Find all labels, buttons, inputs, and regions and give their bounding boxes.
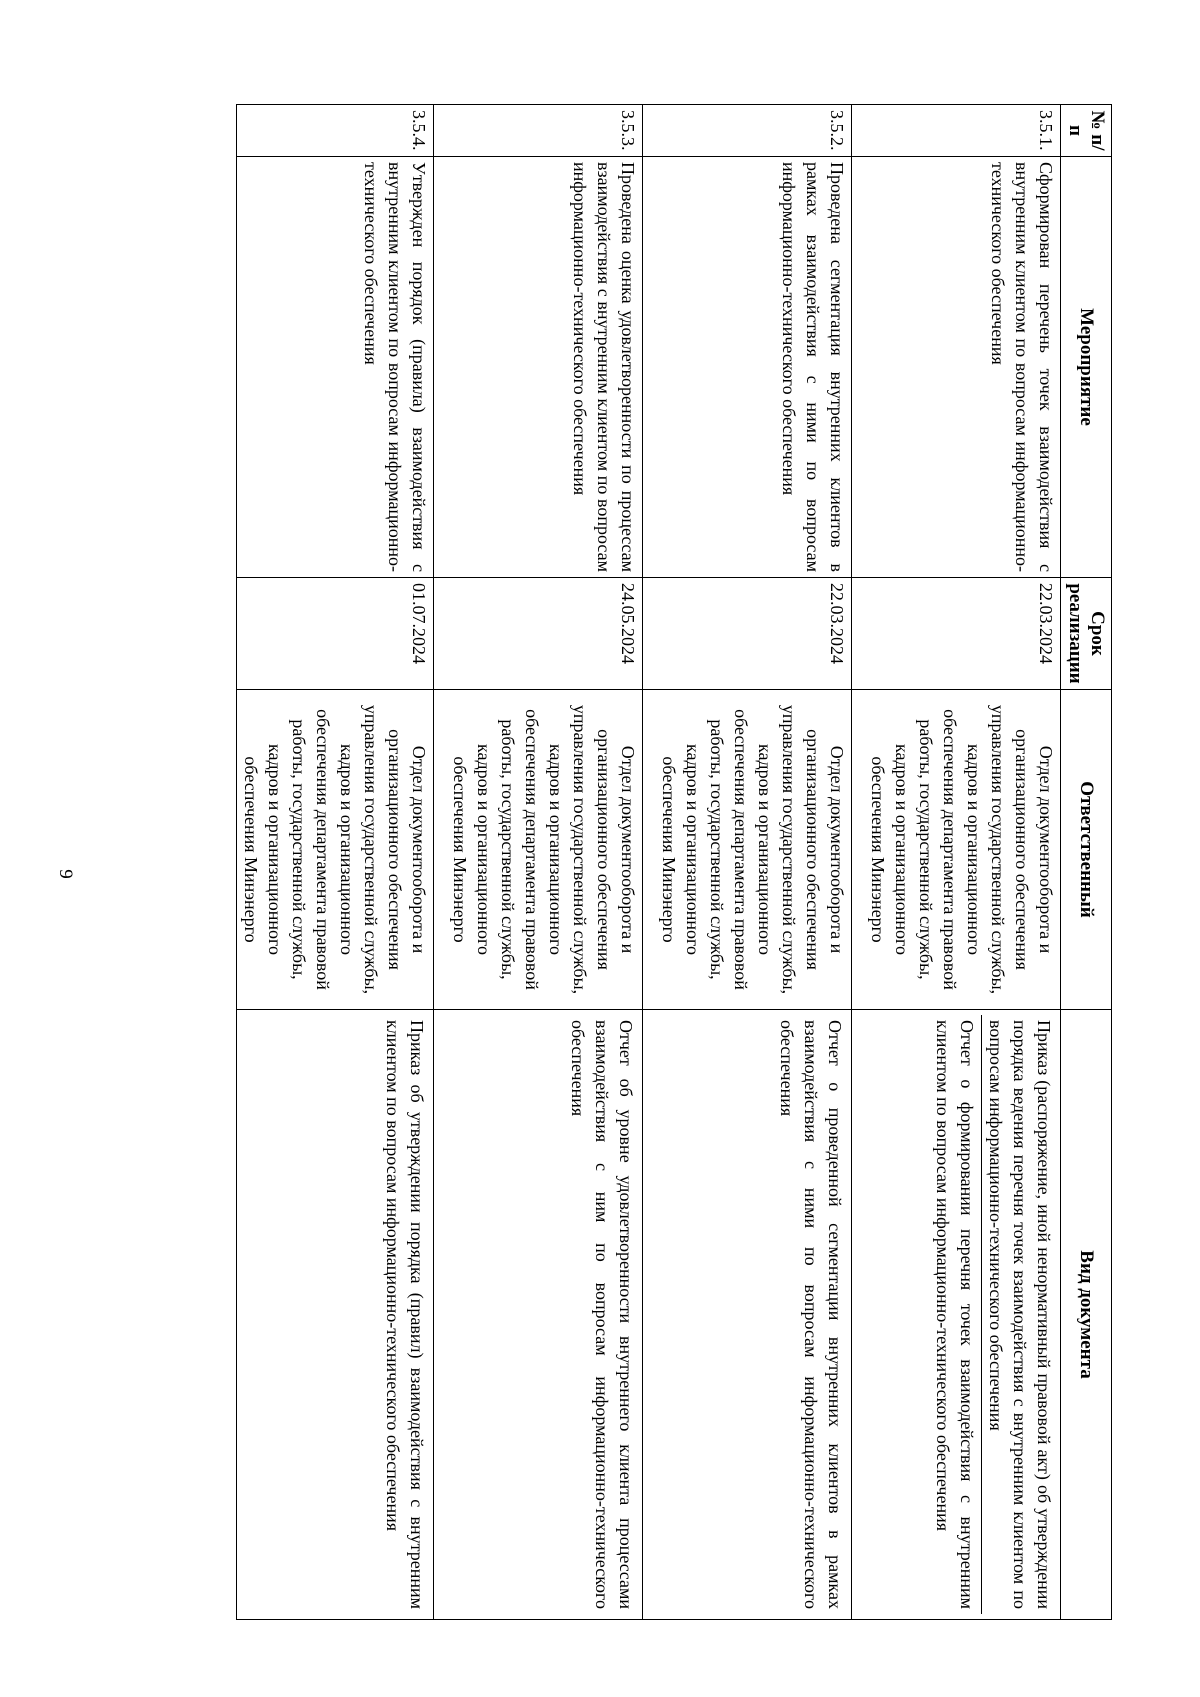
- rotated-table-container: [112, 104, 1112, 1619]
- row-activity: Утвержден порядок (правила) взаимодействия с внутренним клиентом по вопросам информационно-технического обеспечения: [237, 157, 434, 578]
- row-activity: Проведена оценка удовлетворенности по процессам взаимодействия с внутренним клиентом по вопросам информационно-технического обеспечения: [434, 157, 643, 578]
- row-deadline: 22.03.2024: [852, 578, 1061, 690]
- header-activity: Мероприятие: [1061, 157, 1112, 578]
- row-responsible: Отдел документооборота и организационного обеспечения управления государственной службы, кадров и организационного обеспечения департамента правовой работы, государственной службы, кадров и организационного обеспечения Минэнерго: [852, 690, 1061, 1010]
- row-activity: Сформирован перечень точек взаимодействия с внутренним клиентом по вопросам информационно-технического обеспечения: [852, 157, 1061, 578]
- row-documents: [434, 1010, 643, 1620]
- document-item: Приказ об утверждении порядка (правил) взаимодействия с внутренним клиентом по вопросам информационно-технического обеспечения: [383, 1020, 427, 1609]
- row-responsible: Отдел документооборота и организационного обеспечения управления государственной службы, кадров и организационного обеспечения департамента правовой работы, государственной службы, кадров и организационного обеспечения Минэнерго: [237, 690, 434, 1010]
- row-activity: Проведена сегментация внутренних клиентов в рамках взаимодействия с ними по вопросам информационно-технического обеспечения: [643, 157, 852, 578]
- row-responsible: Отдел документооборота и организационного обеспечения управления государственной службы, кадров и организационного обеспечения департамента правовой работы, государственной службы, кадров и организационного обеспечения Минэнерго: [434, 690, 643, 1010]
- document-item: Отчет об уровне удовлетворенности внутреннего клиента процессами взаимодействия с ним по вопросам информационно-технического обеспечения: [568, 1020, 636, 1609]
- document-item: Отчет о проведенной сегментации внутренних клиентов в рамках взаимодействия с ними по вопросам информационно-технического обеспечения: [777, 1020, 845, 1609]
- row-deadline: 24.05.2024: [434, 578, 643, 690]
- table-row: [852, 105, 1061, 1620]
- document-item: Приказ (распоряжение, иной ненормативный правовой акт) об утверждении порядка ведения перечня точек взаимодействия с внутренним клиентом по вопросам информационно-технического обеспечения: [986, 1020, 1054, 1609]
- row-deadline: 01.07.2024: [237, 578, 434, 690]
- row-documents: [643, 1010, 852, 1620]
- header-num: № п/п: [1061, 105, 1112, 157]
- header-document: Вид документа: [1061, 1010, 1112, 1620]
- activities-table: [236, 104, 1112, 1620]
- row-documents: [852, 1010, 1061, 1620]
- row-documents: [237, 1010, 434, 1620]
- table-row: [237, 105, 434, 1620]
- row-deadline: 22.03.2024: [643, 578, 852, 690]
- table-header-row: [1061, 105, 1112, 1620]
- row-number: 3.5.2.: [643, 105, 852, 157]
- row-number: 3.5.4.: [237, 105, 434, 157]
- row-number: 3.5.1.: [852, 105, 1061, 157]
- header-responsible: Ответственный: [1061, 690, 1112, 1010]
- document-item: Отчет о формировании перечня точек взаимодействия с внутренним клиентом по вопросам информационно-технического обеспечения: [929, 1015, 982, 1614]
- row-number: 3.5.3.: [434, 105, 643, 157]
- row-responsible: Отдел документооборота и организационного обеспечения управления государственной службы, кадров и организационного обеспечения департамента правовой работы, государственной службы, кадров и организационного обеспечения Минэнерго: [643, 690, 852, 1010]
- table-row: [643, 105, 852, 1620]
- header-deadline: Срок реализации: [1061, 578, 1112, 690]
- table-row: [434, 105, 643, 1620]
- page-number: 9: [55, 869, 76, 879]
